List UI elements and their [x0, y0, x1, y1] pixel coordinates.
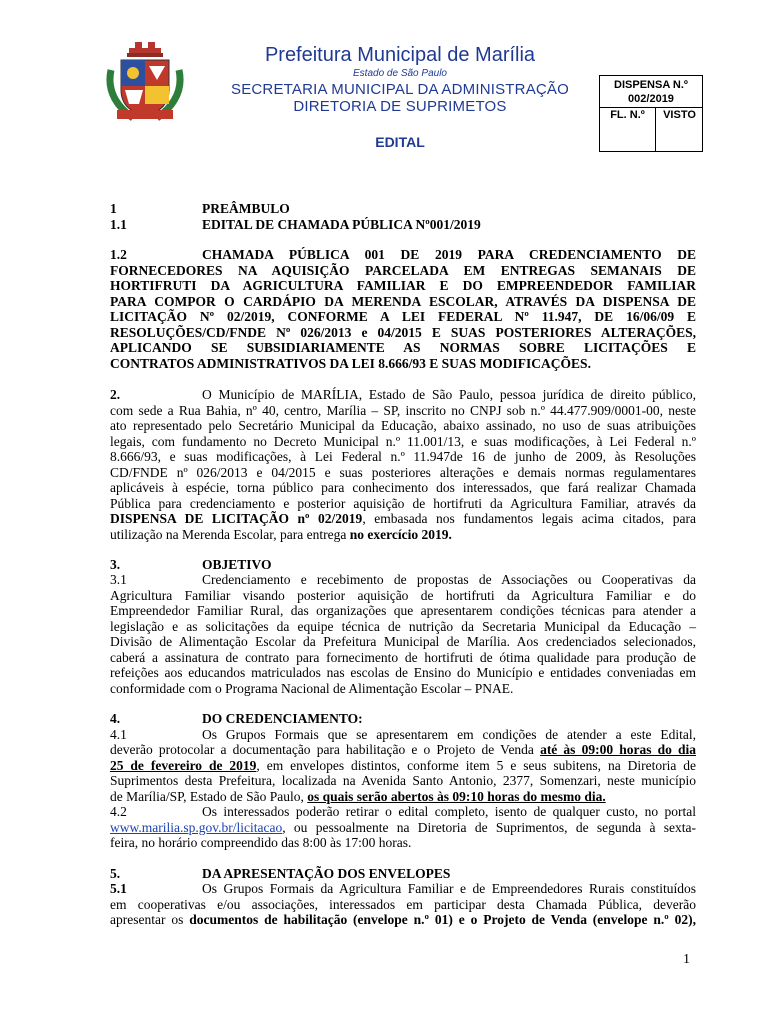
text-span: , ou pessoalmente na Diretoria de Suprimentos, de segunda à sexta- — [282, 820, 696, 835]
paragraph-line: aplicáveis à espécie, torna público para conhecimento dos interessados, que fará realizar Chamada — [110, 480, 696, 495]
paragraph-line: conformidade com o Programa Nacional de Alimentação Escolar – PNAE. — [110, 681, 514, 696]
paragraph-line: Suprimentos desta Prefeitura, localizada na Avenida Santo Antonio, 2377, Somenzari, neste município — [110, 773, 696, 788]
paragraph-line: Divisão de Alimentação Escolar da Prefeitura Municipal de Marília. Aos credenciados selecionados, — [110, 634, 696, 649]
text-span: de Marília/SP, Estado de São Paulo, — [110, 789, 308, 804]
paragraph-line: feira, no horário compreendido das 8:00 às 17:00 horas. — [110, 835, 412, 850]
paragraph-line — [110, 789, 606, 804]
paragraph-line: PARA COMPOR O CARDÁPIO DA MERENDA ESCOLAR, ATRAVÉS DA DISPENSA DE — [110, 294, 696, 309]
paragraph-line: Os interessados poderão retirar o edital completo, isento de qualquer custo, no portal — [202, 804, 696, 819]
paragraph-line: Os Grupos Formais que se apresentarem em condições de atender a este Edital, — [202, 727, 696, 742]
text-span: utilização na Merenda Escolar, para entrega — [110, 527, 350, 542]
paragraph-line: RESOLUÇÕES/CD/FNDE Nº 026/2013 e 04/2015 E SUAS POSTERIORES ALTERAÇÕES, — [110, 325, 696, 340]
section-number: 2. — [110, 387, 121, 402]
bold-underlined-span: os quais serão abertos às 09:10 horas do mesmo dia. — [307, 789, 606, 804]
paragraph-line — [110, 758, 696, 773]
bold-underlined-span: até às 09:00 horas do dia — [540, 742, 696, 757]
paragraph-line: em cooperativas e/ou associações, interessados em participar desta Chamada Pública, deverão — [110, 897, 696, 912]
bold-span: no exercício 2019. — [349, 527, 452, 542]
stamp-line2: 002/2019 — [628, 93, 674, 105]
municipality-title: Prefeitura Municipal de Marília — [264, 44, 536, 66]
paragraph-line: Pública para credenciamento e posterior aquisição de hortifruti da Agricultura Familiar, através da — [110, 496, 696, 511]
paragraph-line: ato representado pelo Secretário Municipal da Educação, abaixo assinado, no uso de suas atribuições — [110, 418, 696, 433]
paragraph-line: CHAMADA PÚBLICA 001 DE 2019 PARA CREDENCIAMENTO DE — [202, 247, 696, 262]
section-number: 1.2 — [110, 247, 127, 262]
section-number: 3.1 — [110, 572, 127, 587]
text-span: , em envelopes distintos, conforme item 5 e seus subitens, na Diretoria de — [256, 758, 696, 773]
paragraph-line: CD/FNDE nº 026/2013 e 04/2015 e suas posteriores alterações e demais normas regulamentares — [110, 465, 696, 480]
section-number: 4.2 — [110, 804, 127, 819]
paragraph-line: Credenciamento e recebimento de propostas de Associações ou Cooperativas da — [202, 572, 696, 587]
paragraph-line — [110, 527, 452, 542]
portal-link[interactable]: www.marilia.sp.gov.br/licitacao — [110, 820, 283, 835]
paragraph-line: APLICANDO SE SUBSIDIARIAMENTE AS NORMAS SOBRE LICITAÇÕES E — [110, 340, 696, 355]
section-number: 5. — [110, 866, 121, 881]
secretariat-name: SECRETARIA MUNICIPAL DA ADMINISTRAÇÃO — [230, 81, 569, 98]
bold-span: DISPENSA DE LICITAÇÃO nº 02/2019 — [110, 511, 363, 526]
section-number: 5.1 — [110, 881, 127, 896]
paragraph-line: FORNECEDORES NA AQUISIÇÃO PARCELADA EM ENTREGAS SEMANAIS DE — [110, 263, 696, 278]
paragraph-line: refeições aos educandos matriculados nas escolas de Ensino do Município e entidades conveniadas em — [110, 665, 696, 680]
coat-of-arms-logo — [103, 40, 187, 124]
state-subtitle: Estado de São Paulo — [353, 68, 447, 79]
paragraph-line: Empreendedor Familiar Rural, das organizações que apresentarem condições técnicas para atender a — [110, 603, 696, 618]
paragraph-line — [110, 511, 696, 526]
paragraph-line — [110, 742, 696, 757]
paragraph-line: legislação e as solicitações da equipe técnica de nutrição da Secretaria Municipal da Educação – — [110, 619, 696, 634]
paragraph-line: O Município de MARÍLIA, Estado de São Paulo, pessoa jurídica de direito público, — [202, 387, 696, 402]
bold-span: documentos de habilitação (envelope n.º 01) e o Projeto de Venda (envelope n.º 02), — [189, 912, 696, 927]
paragraph-line: caberá a assinatura de contrato para fornecimento de hortifruti de ótima qualidade para produção de — [110, 650, 696, 665]
section-title: OBJETIVO — [202, 557, 272, 572]
stamp-divider — [600, 107, 702, 108]
text-span: , embasada nos fundamentos legais acima citados, para — [362, 511, 696, 526]
paragraph-line: LICITAÇÃO Nº 02/2019, CONFORME A LEI FEDERAL Nº 11.947, DE 16/06/09 E — [110, 309, 696, 324]
paragraph-line: HORTIFRUTI DA AGRICULTURA FAMILIAR E DO EMPREENDEDOR FAMILIAR — [110, 278, 696, 293]
paragraph-line: com sede a Rua Bahia, nº 40, centro, Marília – SP, inscrito no CNPJ sob n.º 44.477.909/0001-00, neste — [110, 403, 696, 418]
section-number: 1 — [110, 201, 117, 216]
section-number: 4.1 — [110, 727, 127, 742]
paragraph-line: 8.666/93, e suas modificações, à Lei Federal n.º 11.947de 16 de junho de 2009, às Resoluções — [110, 449, 696, 464]
section-title: DA APRESENTAÇÃO DOS ENVELOPES — [202, 866, 451, 881]
section-title: PREÂMBULO — [202, 201, 290, 216]
paragraph-line: Agricultura Familiar visando posterior aquisição de hortifruti da Agricultura Familiar e do — [110, 588, 696, 603]
stamp-fl-label: FL. N.º — [610, 109, 645, 121]
paragraph-line: legais, com fundamento no Decreto Municipal n.º 11.001/13, e suas modificações, à Lei Federal n.º — [110, 434, 696, 449]
stamp-line1: DISPENSA N.º — [614, 79, 688, 91]
dispensa-stamp-box — [599, 75, 703, 152]
section-number: 4. — [110, 711, 121, 726]
paragraph-line: Os Grupos Formais da Agricultura Familiar e de Empreendedores Rurais constituídos — [202, 881, 696, 896]
section-title: DO CREDENCIAMENTO: — [202, 711, 363, 726]
section-number: 1.1 — [110, 217, 127, 232]
section-number: 3. — [110, 557, 121, 572]
page-number: 1 — [683, 952, 690, 967]
paragraph-line — [110, 912, 696, 927]
bold-underlined-span: 25 de fevereiro de 2019 — [110, 758, 257, 773]
paragraph-line — [110, 820, 696, 835]
paragraph-line: CONTRATOS ADMINISTRATIVOS DA LEI 8.666/93 E SUAS MODIFICAÇÕES. — [110, 356, 591, 371]
section-title: EDITAL DE CHAMADA PÚBLICA Nº001/2019 — [202, 217, 481, 232]
directorate-name: DIRETORIA DE SUPRIMETOS — [293, 98, 507, 115]
stamp-visto-label: VISTO — [663, 109, 696, 121]
text-span: apresentar os — [110, 912, 190, 927]
text-span: deverão protocolar a documentação para habilitação e o Projeto de Venda — [110, 742, 541, 757]
document-type: EDITAL — [375, 134, 425, 150]
